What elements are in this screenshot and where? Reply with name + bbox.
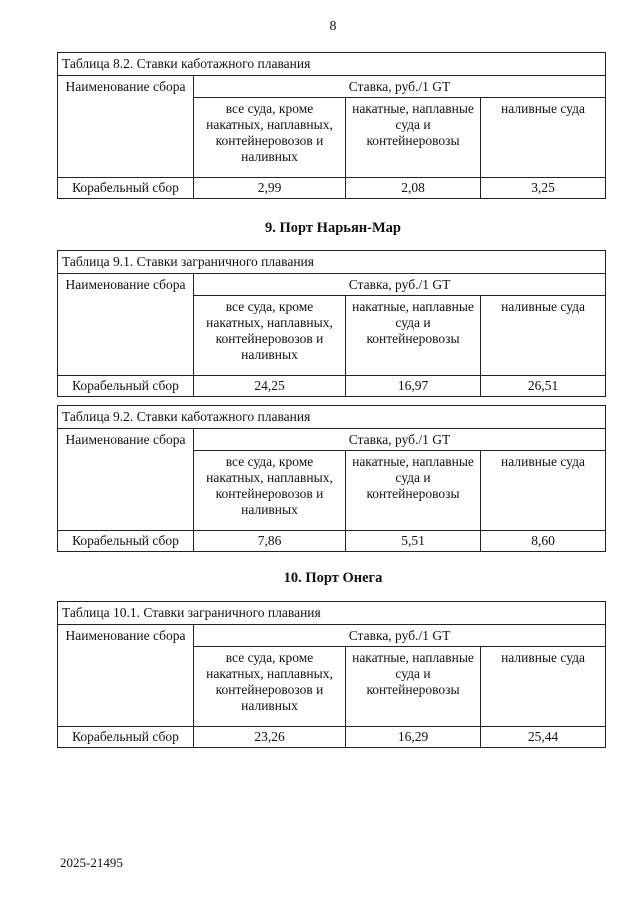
value-tankers: 26,51 xyxy=(481,376,606,397)
col-header-roro-container: накатные, наплавные суда и контейнеровозы xyxy=(346,451,481,531)
col-header-roro-container: накатные, наплавные суда и контейнеровозы xyxy=(346,647,481,727)
row-label: Корабельный сбор xyxy=(58,531,194,552)
value-all-vessels: 2,99 xyxy=(194,178,346,199)
row-label: Корабельный сбор xyxy=(58,727,194,748)
col-header-all-vessels: все суда, кроме накатных, наплавных, контейнеровозов и наливных xyxy=(194,451,346,531)
value-roro-container: 16,97 xyxy=(346,376,481,397)
document-code: 2025-21495 xyxy=(60,855,123,870)
value-tankers: 25,44 xyxy=(481,727,606,748)
page-number: 8 xyxy=(329,19,337,34)
fee-name-header: Наименование сбора xyxy=(58,274,194,376)
rates-table xyxy=(57,250,606,397)
value-roro-container: 2,08 xyxy=(346,178,481,199)
col-header-tankers: наливные суда xyxy=(481,296,606,376)
rate-header: Ставка, руб./1 GT xyxy=(194,429,606,451)
value-all-vessels: 24,25 xyxy=(194,376,346,397)
value-roro-container: 5,51 xyxy=(346,531,481,552)
table-title: Таблица 8.2. Ставки каботажного плавания xyxy=(58,53,606,76)
fee-name-header: Наименование сбора xyxy=(58,429,194,531)
rates-table xyxy=(57,601,606,748)
rate-header: Ставка, руб./1 GT xyxy=(194,625,606,647)
table-title: Таблица 10.1. Ставки заграничного плавания xyxy=(58,602,606,625)
col-header-roro-container: накатные, наплавные суда и контейнеровозы xyxy=(346,98,481,178)
rate-header: Ставка, руб./1 GT xyxy=(194,76,606,98)
table-title: Таблица 9.1. Ставки заграничного плавания xyxy=(58,251,606,274)
rate-header: Ставка, руб./1 GT xyxy=(194,274,606,296)
row-label: Корабельный сбор xyxy=(58,178,194,199)
col-header-all-vessels: все суда, кроме накатных, наплавных, контейнеровозов и наливных xyxy=(194,98,346,178)
table-row xyxy=(58,376,606,397)
value-all-vessels: 7,86 xyxy=(194,531,346,552)
section-heading-onega: 10. Порт Онега xyxy=(283,570,383,586)
table-title: Таблица 9.2. Ставки каботажного плавания xyxy=(58,406,606,429)
fee-name-header: Наименование сбора xyxy=(58,625,194,727)
value-tankers: 8,60 xyxy=(481,531,606,552)
rates-table xyxy=(57,52,606,199)
fee-name-header: Наименование сбора xyxy=(58,76,194,178)
value-all-vessels: 23,26 xyxy=(194,727,346,748)
table-row xyxy=(58,531,606,552)
value-tankers: 3,25 xyxy=(481,178,606,199)
row-label: Корабельный сбор xyxy=(58,376,194,397)
col-header-roro-container: накатные, наплавные суда и контейнеровозы xyxy=(346,296,481,376)
rates-table xyxy=(57,405,606,552)
table-row xyxy=(58,178,606,199)
section-heading-naryan-mar: 9. Порт Нарьян-Мар xyxy=(265,220,401,236)
value-roro-container: 16,29 xyxy=(346,727,481,748)
col-header-tankers: наливные суда xyxy=(481,98,606,178)
col-header-tankers: наливные суда xyxy=(481,647,606,727)
col-header-tankers: наливные суда xyxy=(481,451,606,531)
col-header-all-vessels: все суда, кроме накатных, наплавных, контейнеровозов и наливных xyxy=(194,647,346,727)
col-header-all-vessels: все суда, кроме накатных, наплавных, контейнеровозов и наливных xyxy=(194,296,346,376)
table-row xyxy=(58,727,606,748)
